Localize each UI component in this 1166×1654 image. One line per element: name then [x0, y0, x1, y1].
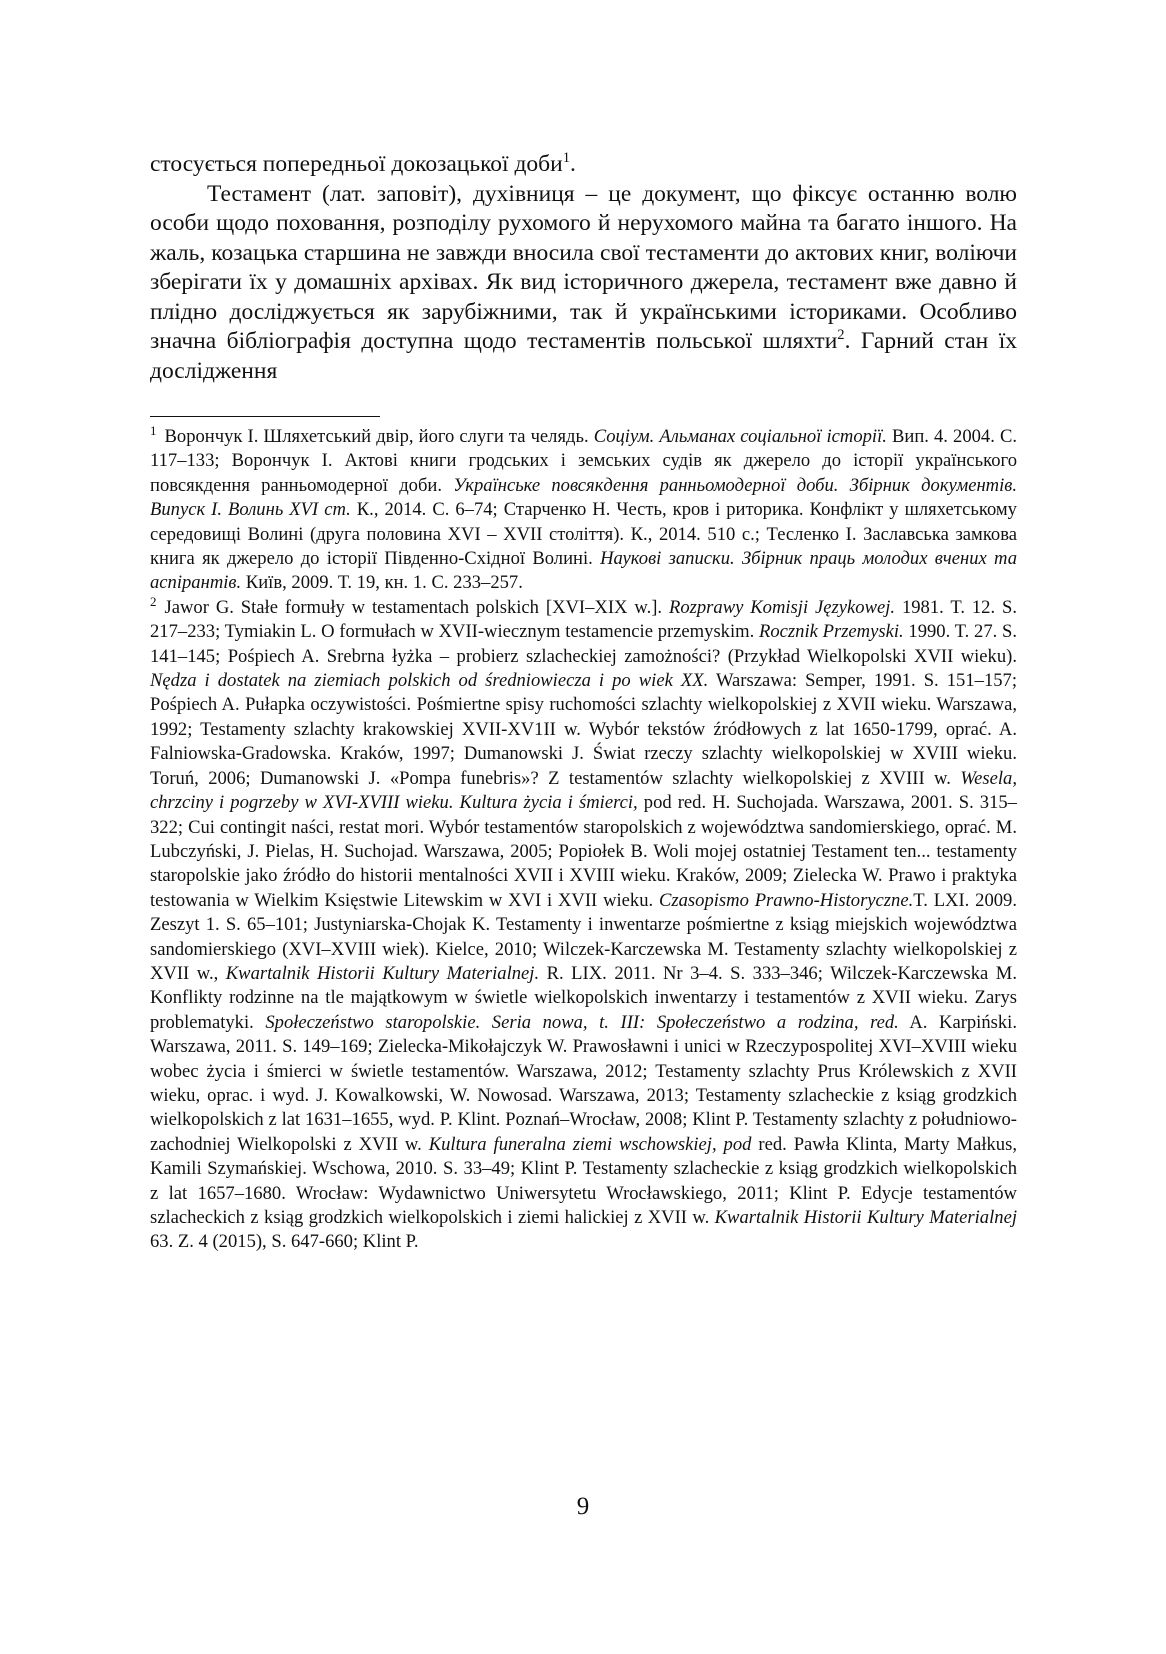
footnote-2-title: Rocznik Przemyski. [759, 621, 904, 643]
footnote-2-segment: pod red. H. Suchojada. Warszawa, 2001. S. 315–322; Cui contingit naści, restat mori. Wybór testamentów staropolskich z województwa sandomierskiego, oprać. M. Lubczyński, J. Pielas, H. Suchojad. Warszawa, 2005; Popiołek B. Woli mojej ostatniej Testament ten... testamenty staropolskie jako źródło do historii mentalności XVII i XVIII wieku. Kraków, 2009; Zielecka W. Prawo i praktyka testowania w Wielkim Księstwie Litewskim w XVI i XVII wieku. [150, 792, 1017, 911]
footnote-2-segment: T. LXI. 2009. Zeszyt 1. S. 65–101; Justyniarska-Chojak K. Testamenty i inwentarze pośmiertne z ksiąg miejskich województwa sandomierskiego (XVI–XVIII wiek). Kielce, 2010; Wilczek-Karczewska M. Testamenty szlachty wielkopolskiej z XVII w., [150, 889, 1017, 984]
footnote-2-mark: 2 [150, 593, 157, 609]
footnote-2-title: Rozprawy Komisji Językowej. [668, 596, 896, 618]
footnote-separator [150, 416, 380, 417]
footnote-1-segment: К., 2014. С. 6–74; Старченко Н. Честь, кров і риторика. Конфлікт у шляхетському середовищі Волині (друга половина XVI – XVII століття). К., 2014. 510 с.; Тесленко І. Заславська замкова книга як джерело до історії Південно-Східної Волині. [150, 499, 1017, 570]
footnote-1-segment: Вип. 4. 2004. С. 117–133; Ворончук І. Актові книги гродських і земських судів як джерело до історії українського повсякдення ранньомодерної доби. [150, 426, 1017, 496]
footnote-2-title: Wesela, chrzciny i pogrzeby w XVI-XVIII wieku. Kultura życia i śmierci, [150, 767, 1017, 814]
footnote-2-title: Społeczeństwo staropolskie. Seria nowa, t. III: Społeczeństwo a rodzina, red. [265, 1011, 899, 1033]
paragraph-1-end: . [569, 151, 576, 177]
footnote-2-title: Nędza i dostatek na ziemiach polskich od średniowiecza i po wiek XX. [150, 670, 709, 692]
main-text [150, 150, 1017, 386]
footnote-1-title: Соціум. Альманах соціальної історії. [593, 426, 887, 447]
footnote-1-title: Українське повсякдення ранньомодерної доби. Збірник документів. Випуск І. Волинь XVI ст. [150, 474, 1017, 521]
footnote-2-segment: 63. Z. 4 (2015), S. 647-660; Klint P. [150, 1231, 419, 1253]
footnote-2-title: Czasopismo Prawno-Historyczne. [658, 889, 914, 911]
paragraph-2-text: Тестамент (лат. заповіт), духівниця – це документ, що фіксує останню волю особи щодо поховання, розподілу рухомого й нерухомого майна та багато іншого. На жаль, козацька старшина не завжди вносила свої тестаменти до актових книг, воліючи зберігати їх у домашніх архівах. Як вид історичного джерела, тестамент вже давно й плідно досліджується як зарубіжними, так й українськими істориками. Особливо значна бібліографія доступна щодо тестаментів польської шляхти [150, 180, 1017, 354]
paragraph-2 [150, 180, 1017, 387]
footnote-2-segment: red. Pawła Klinta, Marty Małkus, Kamili Szymańskiej. Wschowa, 2010. S. 33–49; Klint P. Testamenty szlacheckie z ksiąg grodzkich wielkopolskich z lat 1657–1680. Wrocław: Wydawnictwo Uniwersytetu Wrocławskiego, 2011; Klint P. Edycje testamentów szlacheckich z ksiąg grodzkich wielkopolskich i ziemi halickiej z XVII w. [150, 1133, 1017, 1228]
footnote-2-title: Kultura funeralna ziemi wschowskiej, pod [428, 1133, 752, 1155]
footnote-2-segment: A. Karpiński. Warszawa, 2011. S. 149–169; Zielecka-Mikołajczyk W. Prawosławni i unici w Rzeczypospolitej XVI–XVIII wieku wobec życia i śmierci w świetle testamentów. Warszawa, 2012; Testamenty szlachty Prus Królewskich z XVII wieku, oprac. i wyd. J. Kowalkowski, W. Nowosad. Warszawa, 2013; Testamenty szlacheckie z ksiąg grodzkich wielkopolskich z lat 1631–1655, wyd. P. Klint. Poznań–Wrocław, 2008; Klint P. Testamenty szlachty z południowo-zachodniej Wielkopolski z XVII w. [150, 1011, 1017, 1155]
footnote-ref-1[interactable]: 1 [562, 150, 570, 167]
paragraph-1-text: стосується попередньої докозацької доби [150, 151, 563, 177]
footnote-2-segment: Jawor G. Stałe formuły w testamentach polskich [XVI–XIX w.]. [164, 596, 669, 618]
footnote-2-segment: Warszawa: Semper, 1991. S. 151–157; Pośpiech A. Pułapka oczywistości. Pośmiertne spisy ruchomości szlachty wielkopolskiej z XVII wieku. Warszawa, 1992; Testamenty szlachty krakowskiej XVII-XV1II w. Wybór tekstów źródłowych z lat 1650-1799, oprać. A. Falniowska-Gradowska. Kraków, 1997; Dumanowski J. Świat rzeczy szlachty wielkopolskiej w XVIII wieku. Toruń, 2006; Dumanowski J. «Pompa funebris»? Z testamentów szlachty wielkopolskiej z XVIII w. [150, 670, 1017, 789]
footnote-2-title: Kwartalnik Historii Kultury Materialnej. [225, 962, 540, 984]
footnote-2 [150, 593, 1018, 1255]
footnote-1-title: Наукові записки. Збірник праць молодих вчених та аспірантів. [150, 548, 1017, 594]
footnote-2-segment: 1990. T. 27. S. 141–145; Pośpiech A. Srebrna łyżka – probierz szlacheckiej zamożności? (Przykład Wielkopolski XVII wieku). [150, 621, 1017, 667]
page-content [150, 150, 1017, 1255]
paragraph-2-end: . Гарний стан їх дослідження [150, 328, 1017, 384]
footnote-1-mark: 1 [150, 422, 157, 438]
footnote-1-segment: Ворончук І. Шляхетський двір, його слуги та челядь. [164, 426, 594, 447]
page-number: 9 [576, 1493, 590, 1520]
footnote-2-text [150, 597, 1017, 1253]
footnote-1-segment: Київ, 2009. Т. 19, кн. 1. С. 233–257. [241, 572, 523, 594]
footnote-ref-2[interactable]: 2 [837, 327, 845, 344]
footnote-2-title: Kwartalnik Historii Kultury Materialnej [714, 1207, 1017, 1228]
paragraph-1 [150, 150, 1017, 180]
footnote-1 [150, 422, 1017, 596]
footnote-2-segment: 1981. T. 12. S. 217–233; Tymiakin L. O formułach w XVII-wiecznym testamencie przemyskim. [150, 596, 1018, 643]
footnote-2-segment: R. LIX. 2011. Nr 3–4. S. 333–346; Wilczek-Karczewska M. Konflikty rodzinne na tle majątkowym w świetle wielkopolskich inwentarzy i testamentów z XVII wieku. Zarys problematyki. [150, 962, 1017, 1033]
footnotes [150, 422, 1018, 1255]
footnote-1-text [150, 426, 1017, 593]
